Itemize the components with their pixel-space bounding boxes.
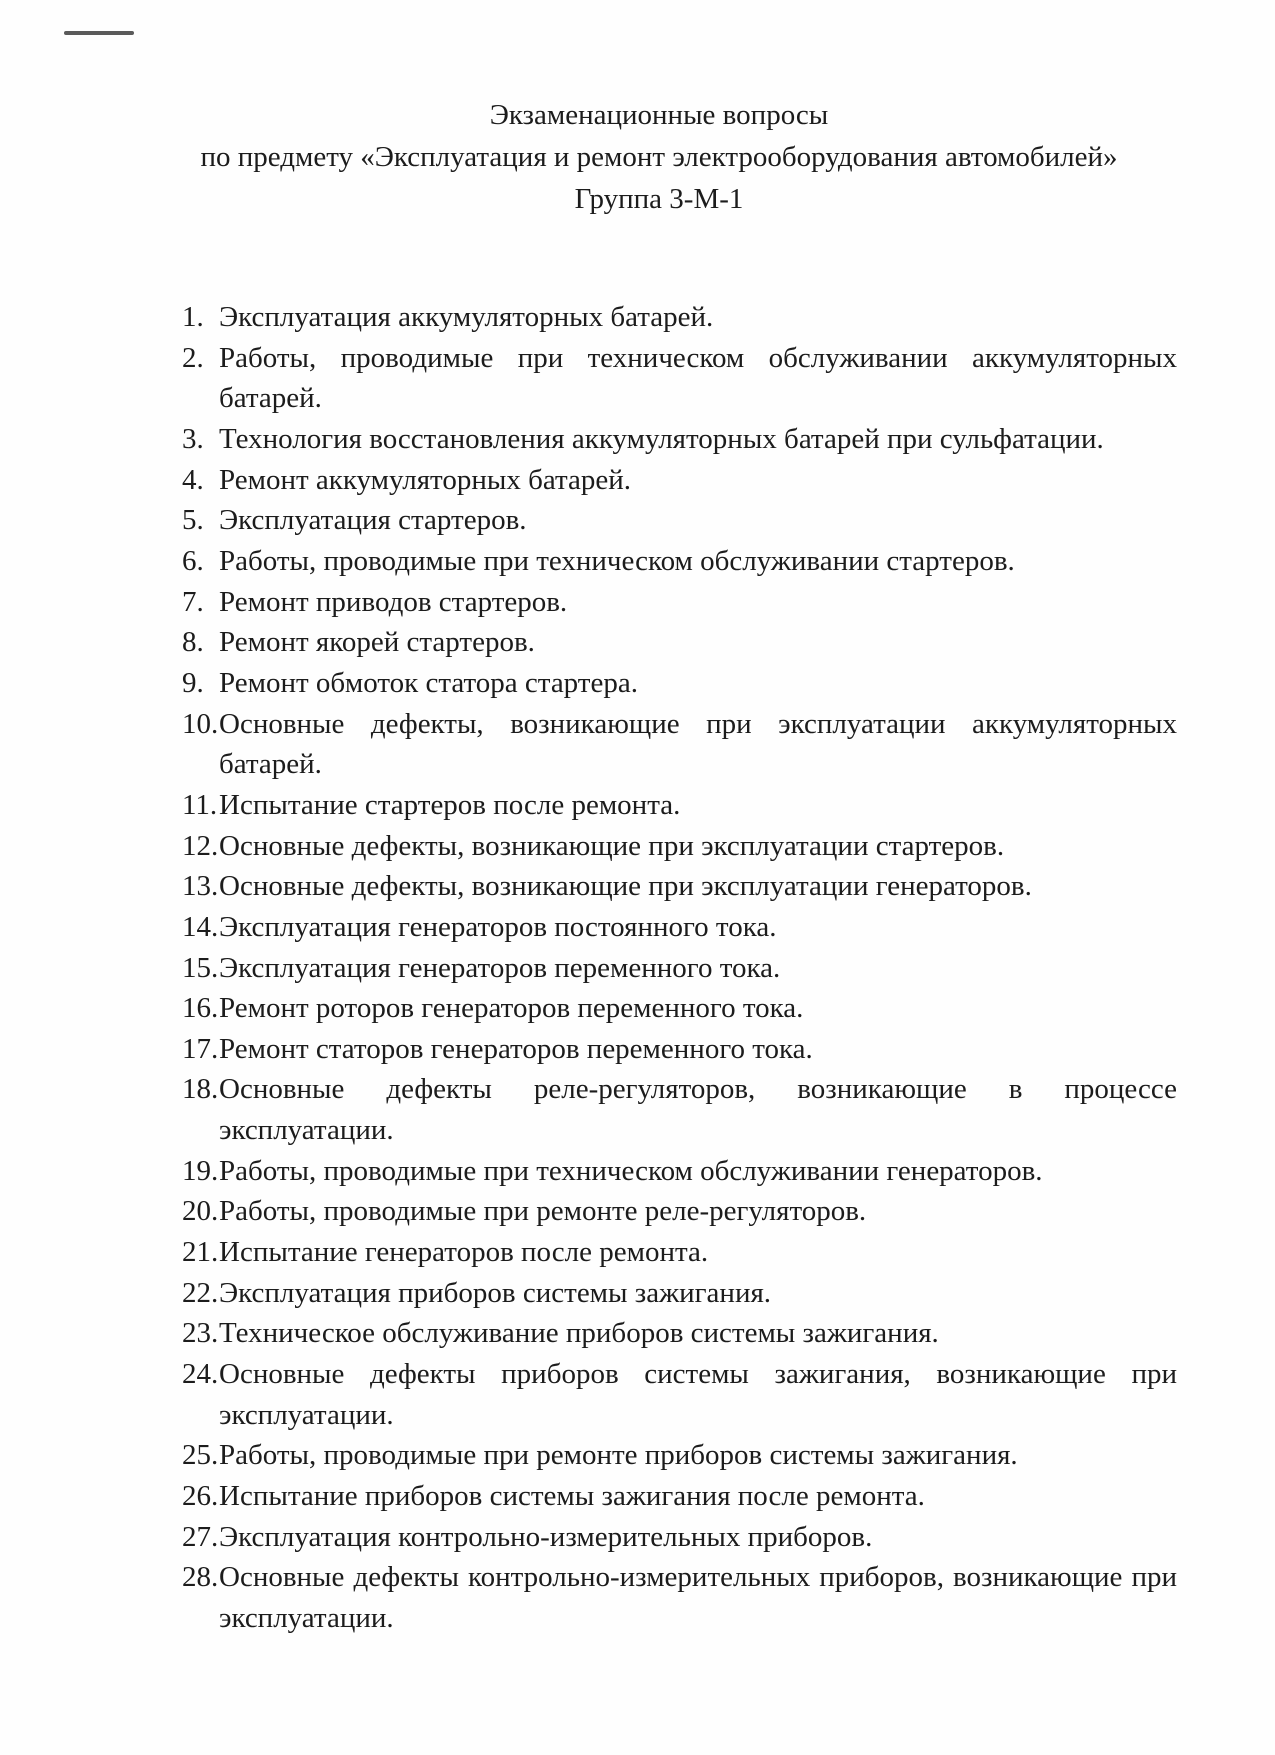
question-item xyxy=(182,785,1177,826)
question-number: 15. xyxy=(182,951,219,984)
question-item xyxy=(182,907,1177,948)
question-text-line: Работы, проводимые при техническом обслуживании аккумуляторных xyxy=(219,341,1177,374)
question-number: 17. xyxy=(182,1032,219,1065)
question-text-line: Основные дефекты контрольно-измерительных приборов, возникающие при xyxy=(219,1561,1177,1594)
question-text xyxy=(219,1313,1177,1354)
question-text xyxy=(219,297,1177,338)
question-item xyxy=(182,1517,1177,1558)
question-number: 14. xyxy=(182,910,219,943)
document-header xyxy=(143,94,1175,220)
question-item xyxy=(182,1273,1177,1314)
question-number: 4. xyxy=(182,463,204,496)
question-text-line: Ремонт якорей стартеров. xyxy=(219,626,535,659)
question-item xyxy=(182,1151,1177,1192)
question-text xyxy=(219,1273,1177,1314)
question-number: 25. xyxy=(182,1439,219,1472)
question-text xyxy=(219,948,1177,989)
question-number: 7. xyxy=(182,585,204,618)
question-item xyxy=(182,1029,1177,1070)
question-text-line: Ремонт статоров генераторов переменного тока. xyxy=(219,1032,813,1065)
question-text-line: Эксплуатация аккумуляторных батарей. xyxy=(219,301,714,333)
question-text-line: Эксплуатация генераторов постоянного тока. xyxy=(219,910,777,943)
question-text xyxy=(219,988,1177,1029)
question-text xyxy=(219,704,1177,785)
question-text xyxy=(219,1232,1177,1273)
question-text-line: Работы, проводимые при техническом обслуживании генераторов. xyxy=(219,1154,1043,1187)
question-text xyxy=(219,826,1177,867)
question-item xyxy=(182,866,1177,907)
question-item xyxy=(182,1435,1177,1476)
question-number: 19. xyxy=(182,1154,219,1187)
question-item xyxy=(182,948,1177,989)
question-item xyxy=(182,1191,1177,1232)
question-text-line: Ремонт роторов генераторов переменного тока. xyxy=(219,992,804,1025)
question-number: 10. xyxy=(182,707,219,740)
question-text-line: Эксплуатация контрольно-измерительных приборов. xyxy=(219,1520,873,1553)
question-number: 21. xyxy=(182,1236,219,1269)
question-text-line: эксплуатации. xyxy=(219,1398,394,1431)
question-item xyxy=(182,1557,1177,1638)
question-text xyxy=(219,622,1177,663)
question-text xyxy=(219,866,1177,907)
question-text xyxy=(219,1435,1177,1476)
question-text-line: эксплуатации. xyxy=(219,1602,394,1634)
question-number: 24. xyxy=(182,1358,219,1391)
question-item xyxy=(182,460,1177,501)
question-item xyxy=(182,1232,1177,1273)
question-text xyxy=(219,1557,1177,1638)
question-text xyxy=(219,663,1177,704)
question-item xyxy=(182,338,1177,419)
question-number: 23. xyxy=(182,1317,219,1350)
question-text-line: Работы, проводимые при ремонте реле-регуляторов. xyxy=(219,1195,867,1228)
question-text xyxy=(219,500,1177,541)
question-text-line: Работы, проводимые при ремонте приборов системы зажигания. xyxy=(219,1439,1018,1472)
question-text-line: эксплуатации. xyxy=(219,1114,394,1147)
question-text xyxy=(219,460,1177,501)
question-text xyxy=(219,907,1177,948)
question-text xyxy=(219,419,1177,460)
question-text-line: Основные дефекты, возникающие при эксплуатации генераторов. xyxy=(219,870,1032,903)
question-number: 6. xyxy=(182,544,204,577)
question-text-line: Испытание генераторов после ремонта. xyxy=(219,1236,709,1269)
question-text-line: Эксплуатация стартеров. xyxy=(219,504,527,537)
question-item xyxy=(182,541,1177,582)
question-text-line: Техническое обслуживание приборов системы зажигания. xyxy=(219,1317,939,1350)
question-number: 12. xyxy=(182,829,219,862)
question-text-line: батарей. xyxy=(219,382,322,415)
question-text-line: батарей. xyxy=(219,748,322,781)
question-number: 9. xyxy=(182,666,204,699)
question-text-line: Ремонт обмоток статора стартера. xyxy=(219,666,638,699)
question-text xyxy=(219,1476,1177,1517)
question-item xyxy=(182,826,1177,867)
question-number: 22. xyxy=(182,1276,219,1309)
question-number: 27. xyxy=(182,1520,219,1553)
questions-list xyxy=(182,297,1177,1639)
question-number: 20. xyxy=(182,1195,219,1228)
question-number: 2. xyxy=(182,341,204,374)
question-number: 1. xyxy=(182,301,204,333)
question-text-line: Основные дефекты приборов системы зажигания, возникающие при xyxy=(219,1358,1177,1391)
question-text-line: Испытание стартеров после ремонта. xyxy=(219,788,681,821)
document-group: Группа 3-М-1 xyxy=(574,183,744,215)
question-text xyxy=(219,1029,1177,1070)
scan-mark-line xyxy=(64,31,134,35)
question-text-line: Основные дефекты, возникающие при эксплуатации стартеров. xyxy=(219,829,1005,862)
question-text xyxy=(219,1517,1177,1558)
question-item xyxy=(182,297,1177,338)
question-text-line: Испытание приборов системы зажигания после ремонта. xyxy=(219,1480,925,1513)
question-text-line: Технология восстановления аккумуляторных батарей при сульфатации. xyxy=(219,422,1104,455)
question-number: 13. xyxy=(182,870,219,903)
question-text-line: Ремонт аккумуляторных батарей. xyxy=(219,463,632,496)
question-item xyxy=(182,419,1177,460)
question-number: 5. xyxy=(182,504,204,537)
question-text xyxy=(219,1151,1177,1192)
question-item xyxy=(182,582,1177,623)
question-item xyxy=(182,1476,1177,1517)
document-subject: по предмету «Эксплуатация и ремонт электрооборудования автомобилей» xyxy=(200,141,1118,173)
question-text-line: Основные дефекты, возникающие при эксплуатации аккумуляторных xyxy=(219,707,1177,740)
question-text xyxy=(219,1069,1177,1150)
question-item xyxy=(182,1354,1177,1435)
question-number: 3. xyxy=(182,422,204,455)
document-title: Экзаменационные вопросы xyxy=(489,99,829,131)
question-text xyxy=(219,582,1177,623)
question-number: 16. xyxy=(182,992,219,1025)
question-item xyxy=(182,500,1177,541)
question-item xyxy=(182,704,1177,785)
question-item xyxy=(182,663,1177,704)
question-text-line: Ремонт приводов стартеров. xyxy=(219,585,568,618)
question-number: 26. xyxy=(182,1480,219,1513)
question-text-line: Эксплуатация генераторов переменного тока. xyxy=(219,951,781,984)
question-number: 28. xyxy=(182,1561,219,1594)
question-number: 18. xyxy=(182,1073,219,1106)
question-item xyxy=(182,1313,1177,1354)
question-text xyxy=(219,1354,1177,1435)
question-item xyxy=(182,622,1177,663)
question-text-line: Основные дефекты реле-регуляторов, возникающие в процессе xyxy=(219,1073,1177,1106)
question-item xyxy=(182,988,1177,1029)
question-item xyxy=(182,1069,1177,1150)
question-number: 8. xyxy=(182,626,204,659)
question-text xyxy=(219,785,1177,826)
question-text xyxy=(219,541,1177,582)
question-text-line: Работы, проводимые при техническом обслуживании стартеров. xyxy=(219,544,1015,577)
question-text xyxy=(219,338,1177,419)
question-text-line: Эксплуатация приборов системы зажигания. xyxy=(219,1276,772,1309)
question-text xyxy=(219,1191,1177,1232)
question-number: 11. xyxy=(182,788,218,821)
